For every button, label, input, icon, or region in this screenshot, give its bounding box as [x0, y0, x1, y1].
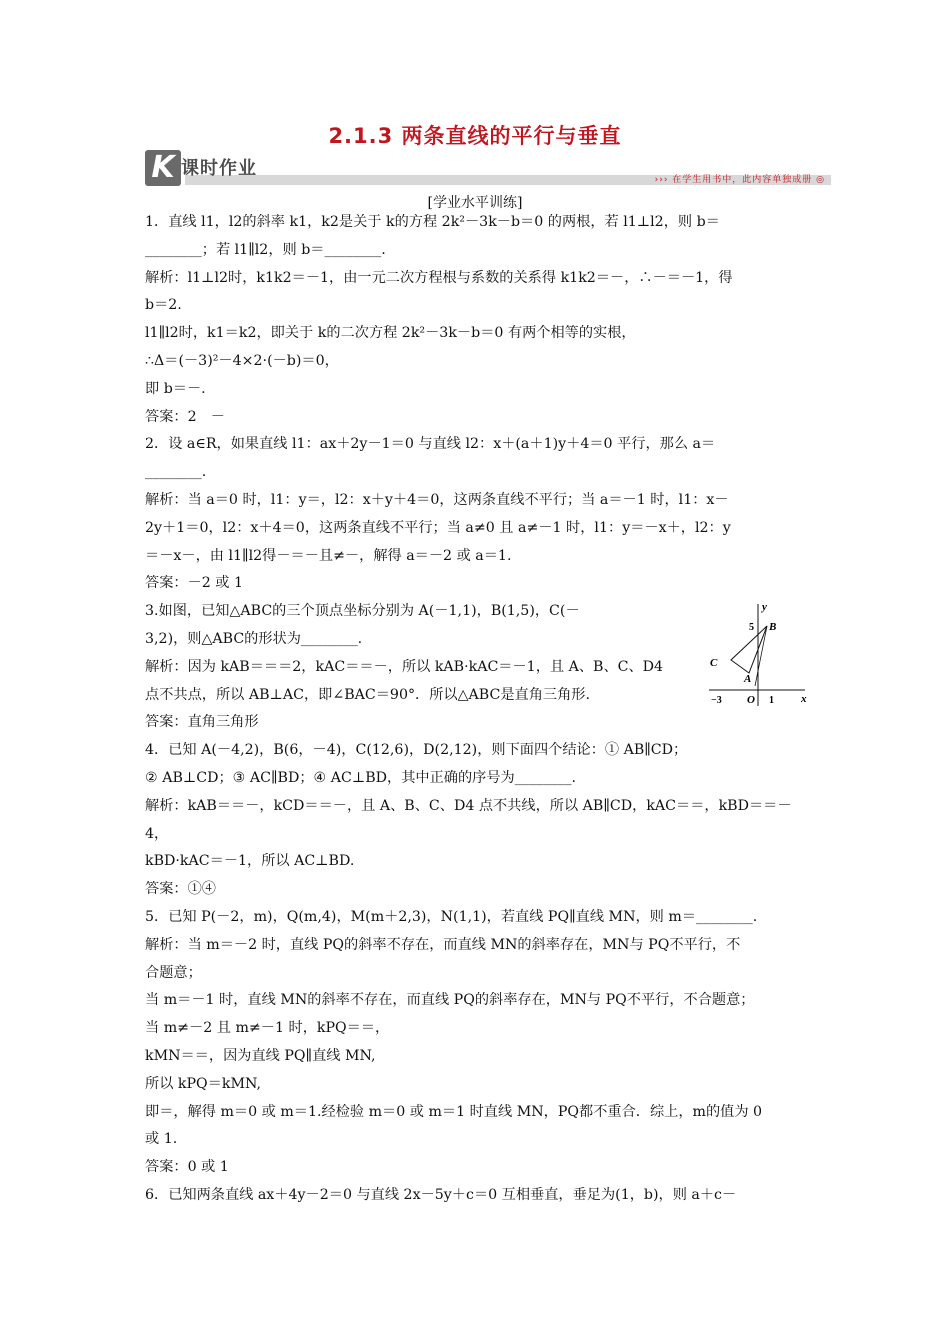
banner-note: ››› 在学生用书中，此内容单独成册 ◎ [654, 175, 825, 185]
answer-line: 答案：①④ [145, 881, 216, 898]
text-line: 4．已知 A(－4,2)，B(6，－4)，C(12,6)，D(2,12)，则下面四个结论：① AB∥CD； [145, 742, 688, 759]
triangle-figure [705, 600, 815, 710]
text-line: 3,2)，则△ABC的形状为________. [145, 630, 363, 647]
text-line: 即＝，解得 m＝0 或 m＝1.经检验 m＝0 或 m＝1 时直线 MN，PQ都不重合．综上，m的值为 0 [145, 1103, 763, 1120]
text-line: 即 b＝－. [145, 380, 206, 397]
text-line: ② AB⊥CD；③ AC∥BD；④ AC⊥BD，其中正确的序号为________. [145, 769, 576, 786]
text-line: 点不共点，所以 AB⊥AC，即∠BAC＝90°．所以△ABC是直角三角形. [145, 686, 590, 703]
text-line: 解析：当 a＝0 时，l1：y＝，l2：x＋y＋4＝0，这两条直线不平行；当 a＝－1 时，l1：x－ [145, 491, 729, 508]
triangle-abc [731, 626, 767, 673]
text-line: ＝－x－，由 l1∥l2得－＝－且≠－，解得 a＝－2 或 a＝1. [145, 547, 512, 564]
text-line: kBD·kAC＝－1，所以 AC⊥BD. [145, 853, 355, 870]
text-line: 6．已知两条直线 ax＋4y－2＝0 与直线 2x－5y＋c＝0 互相垂直，垂足为(1，b)，则 a＋c－ [145, 1186, 737, 1203]
text-line: ________. [145, 464, 207, 481]
text-line: 解析：当 m＝－2 时，直线 PQ的斜率不存在，而直线 MN的斜率存在，MN与 PQ不平行，不 [145, 936, 741, 953]
text-line: 2y＋1＝0，l2：x＋4＝0，这两条直线不平行；当 a≠0 且 a≠－1 时，l1：y＝－x＋，l2：y [145, 519, 731, 536]
text-line: b＝2. [145, 297, 182, 314]
text-line: kMN＝＝，因为直线 PQ∥直线 MN, [145, 1047, 376, 1064]
text-line: 当 m≠－2 且 m≠－1 时，kPQ＝＝， [145, 1020, 390, 1037]
tick-label: 1 [769, 695, 774, 706]
text-line: 所以 kPQ＝kMN, [145, 1075, 261, 1092]
text-line: ∴Δ＝(－3)²－4×2·(－b)＝0， [145, 352, 339, 369]
text-line: ________；若 l1∥l2，则 b＝________. [145, 241, 386, 258]
text-line: 2．设 a∈R，如果直线 l1：ax＋2y－1＝0 与直线 l2：x＋(a＋1)y＋4＝0 平行，那么 a＝ [145, 436, 716, 453]
banner-title: 课时作业 [181, 158, 257, 179]
text-line: 1．直线 l1，l2的斜率 k1，k2是关于 k的方程 2k²－3k－b＝0 的两根，若 l1⊥l2，则 b＝ [145, 214, 720, 230]
text-line: 解析：l1⊥l2时，k1k2＝－1，由一元二次方程根与系数的关系得 k1k2＝－，∴－＝－1，得 [145, 269, 733, 286]
answer-line: 答案：2 － [145, 408, 225, 425]
point-c-label: C [710, 657, 718, 669]
text-line: 或 1. [145, 1131, 178, 1148]
section-heading: [学业水平训练] [427, 195, 523, 211]
origin-label: O [747, 694, 755, 706]
text-line: 当 m＝－1 时，直线 MN的斜率不存在，而直线 PQ的斜率存在，MN与 PQ不平行，不合题意； [145, 992, 755, 1009]
point-a-label: A [744, 673, 752, 685]
k-logo-icon: K [145, 150, 181, 186]
text-line: 解析：因为 kAB＝＝＝2，kAC＝＝－，所以 kAB·kAC＝－1，且 A、B、C、D4 [145, 658, 664, 675]
text-line: 合题意； [145, 964, 202, 981]
point-b-label: B [769, 621, 777, 633]
page-title: 2.1.3 两条直线的平行与垂直 [328, 124, 622, 148]
homework-banner [145, 150, 831, 186]
text-line: 解析：kAB＝＝－，kCD＝＝－，且 A、B、C、D4 点不共线，所以 AB∥CD，kAC＝＝，kBD＝＝－ [145, 797, 792, 814]
tick-label: −3 [711, 695, 722, 706]
answer-line: 答案：－2 或 1 [145, 575, 244, 592]
text-line: 4， [145, 825, 169, 842]
text-line: 5．已知 P(－2，m)，Q(m,4)，M(m＋2,3)，N(1,1)，若直线 PQ∥直线 MN，则 m＝________. [145, 908, 758, 925]
x-axis-label: x [801, 693, 807, 705]
text-line: 3.如图，已知△ABC的三个顶点坐标分别为 A(－1,1)，B(1,5)，C(－ [145, 603, 580, 620]
text-line: l1∥l2时，k1＝k2，即关于 k的二次方程 2k²－3k－b＝0 有两个相等的实根， [145, 325, 636, 342]
answer-line: 答案：直角三角形 [145, 714, 259, 731]
tick-label: 5 [749, 622, 754, 633]
answer-line: 答案：0 或 1 [145, 1159, 229, 1176]
y-axis-label: y [762, 601, 767, 613]
